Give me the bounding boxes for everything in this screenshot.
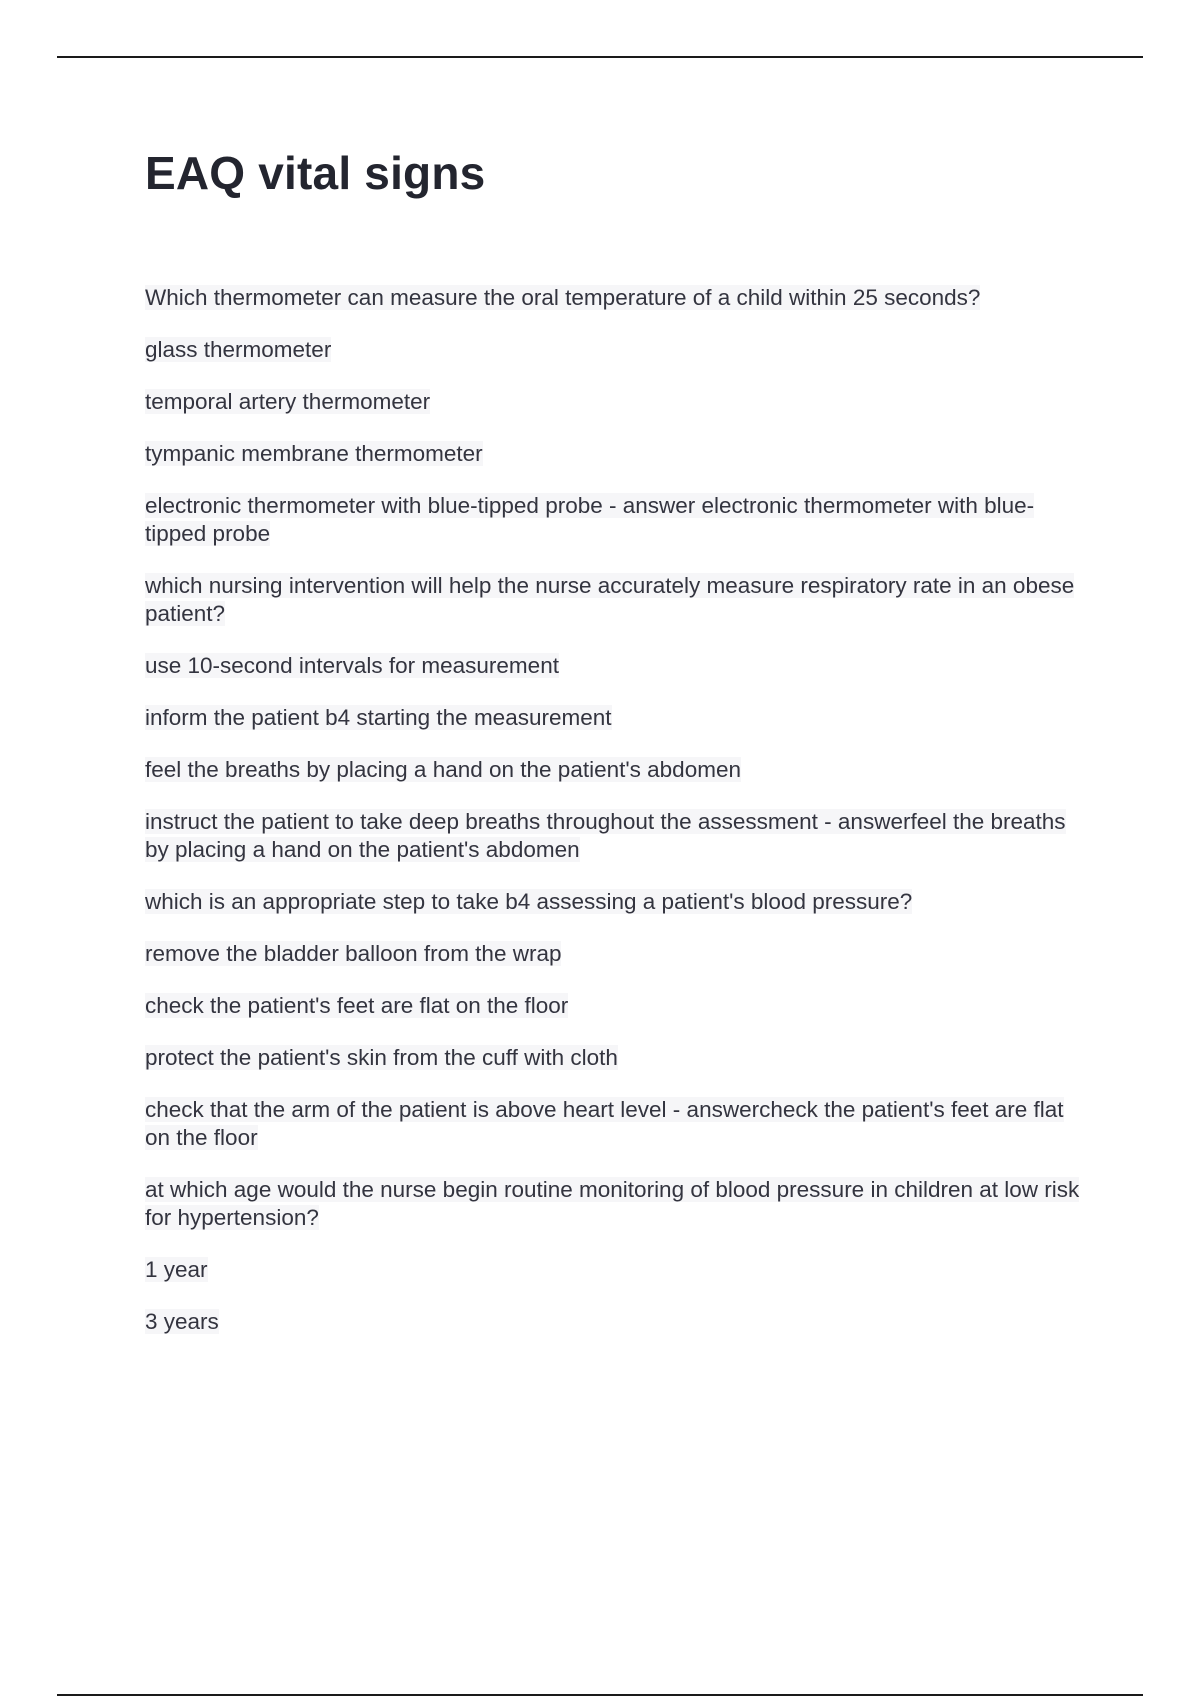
page-title: EAQ vital signs [145,147,486,199]
question-line: which is an appropriate step to take b4 assessing a patient's blood pressure? [145,889,913,914]
option-line: 1 year [145,1257,208,1282]
option-line: use 10-second intervals for measurement [145,653,559,678]
option-line: 3 years [145,1309,219,1334]
option-line: inform the patient b4 starting the measurement [145,705,612,730]
answer-line: instruct the patient to take deep breaths throughout the assessment - answerfeel the breaths by placing a hand on the patient's abdomen [145,809,1066,862]
answer-line: electronic thermometer with blue-tipped probe - answer electronic thermometer with blue-tipped probe [145,493,1035,546]
option-line: glass thermometer [145,337,332,362]
option-line: remove the bladder balloon from the wrap [145,941,562,966]
option-line: check the patient's feet are flat on the floor [145,993,569,1018]
bottom-divider [57,1694,1143,1696]
question-line: Which thermometer can measure the oral temperature of a child within 25 seconds? [145,285,981,310]
question-line: at which age would the nurse begin routine monitoring of blood pressure in children at low risk for hypertension? [145,1177,1080,1230]
answer-line: check that the arm of the patient is above heart level - answercheck the patient's feet are flat on the floor [145,1097,1064,1150]
option-line: tympanic membrane thermometer [145,441,483,466]
option-line: temporal artery thermometer [145,389,431,414]
top-divider [57,56,1143,58]
option-line: protect the patient's skin from the cuff with cloth [145,1045,618,1070]
question-line: which nursing intervention will help the nurse accurately measure respiratory rate in an obese patient? [145,573,1075,626]
option-line: feel the breaths by placing a hand on the patient's abdomen [145,757,741,782]
document-body [145,284,1080,1360]
